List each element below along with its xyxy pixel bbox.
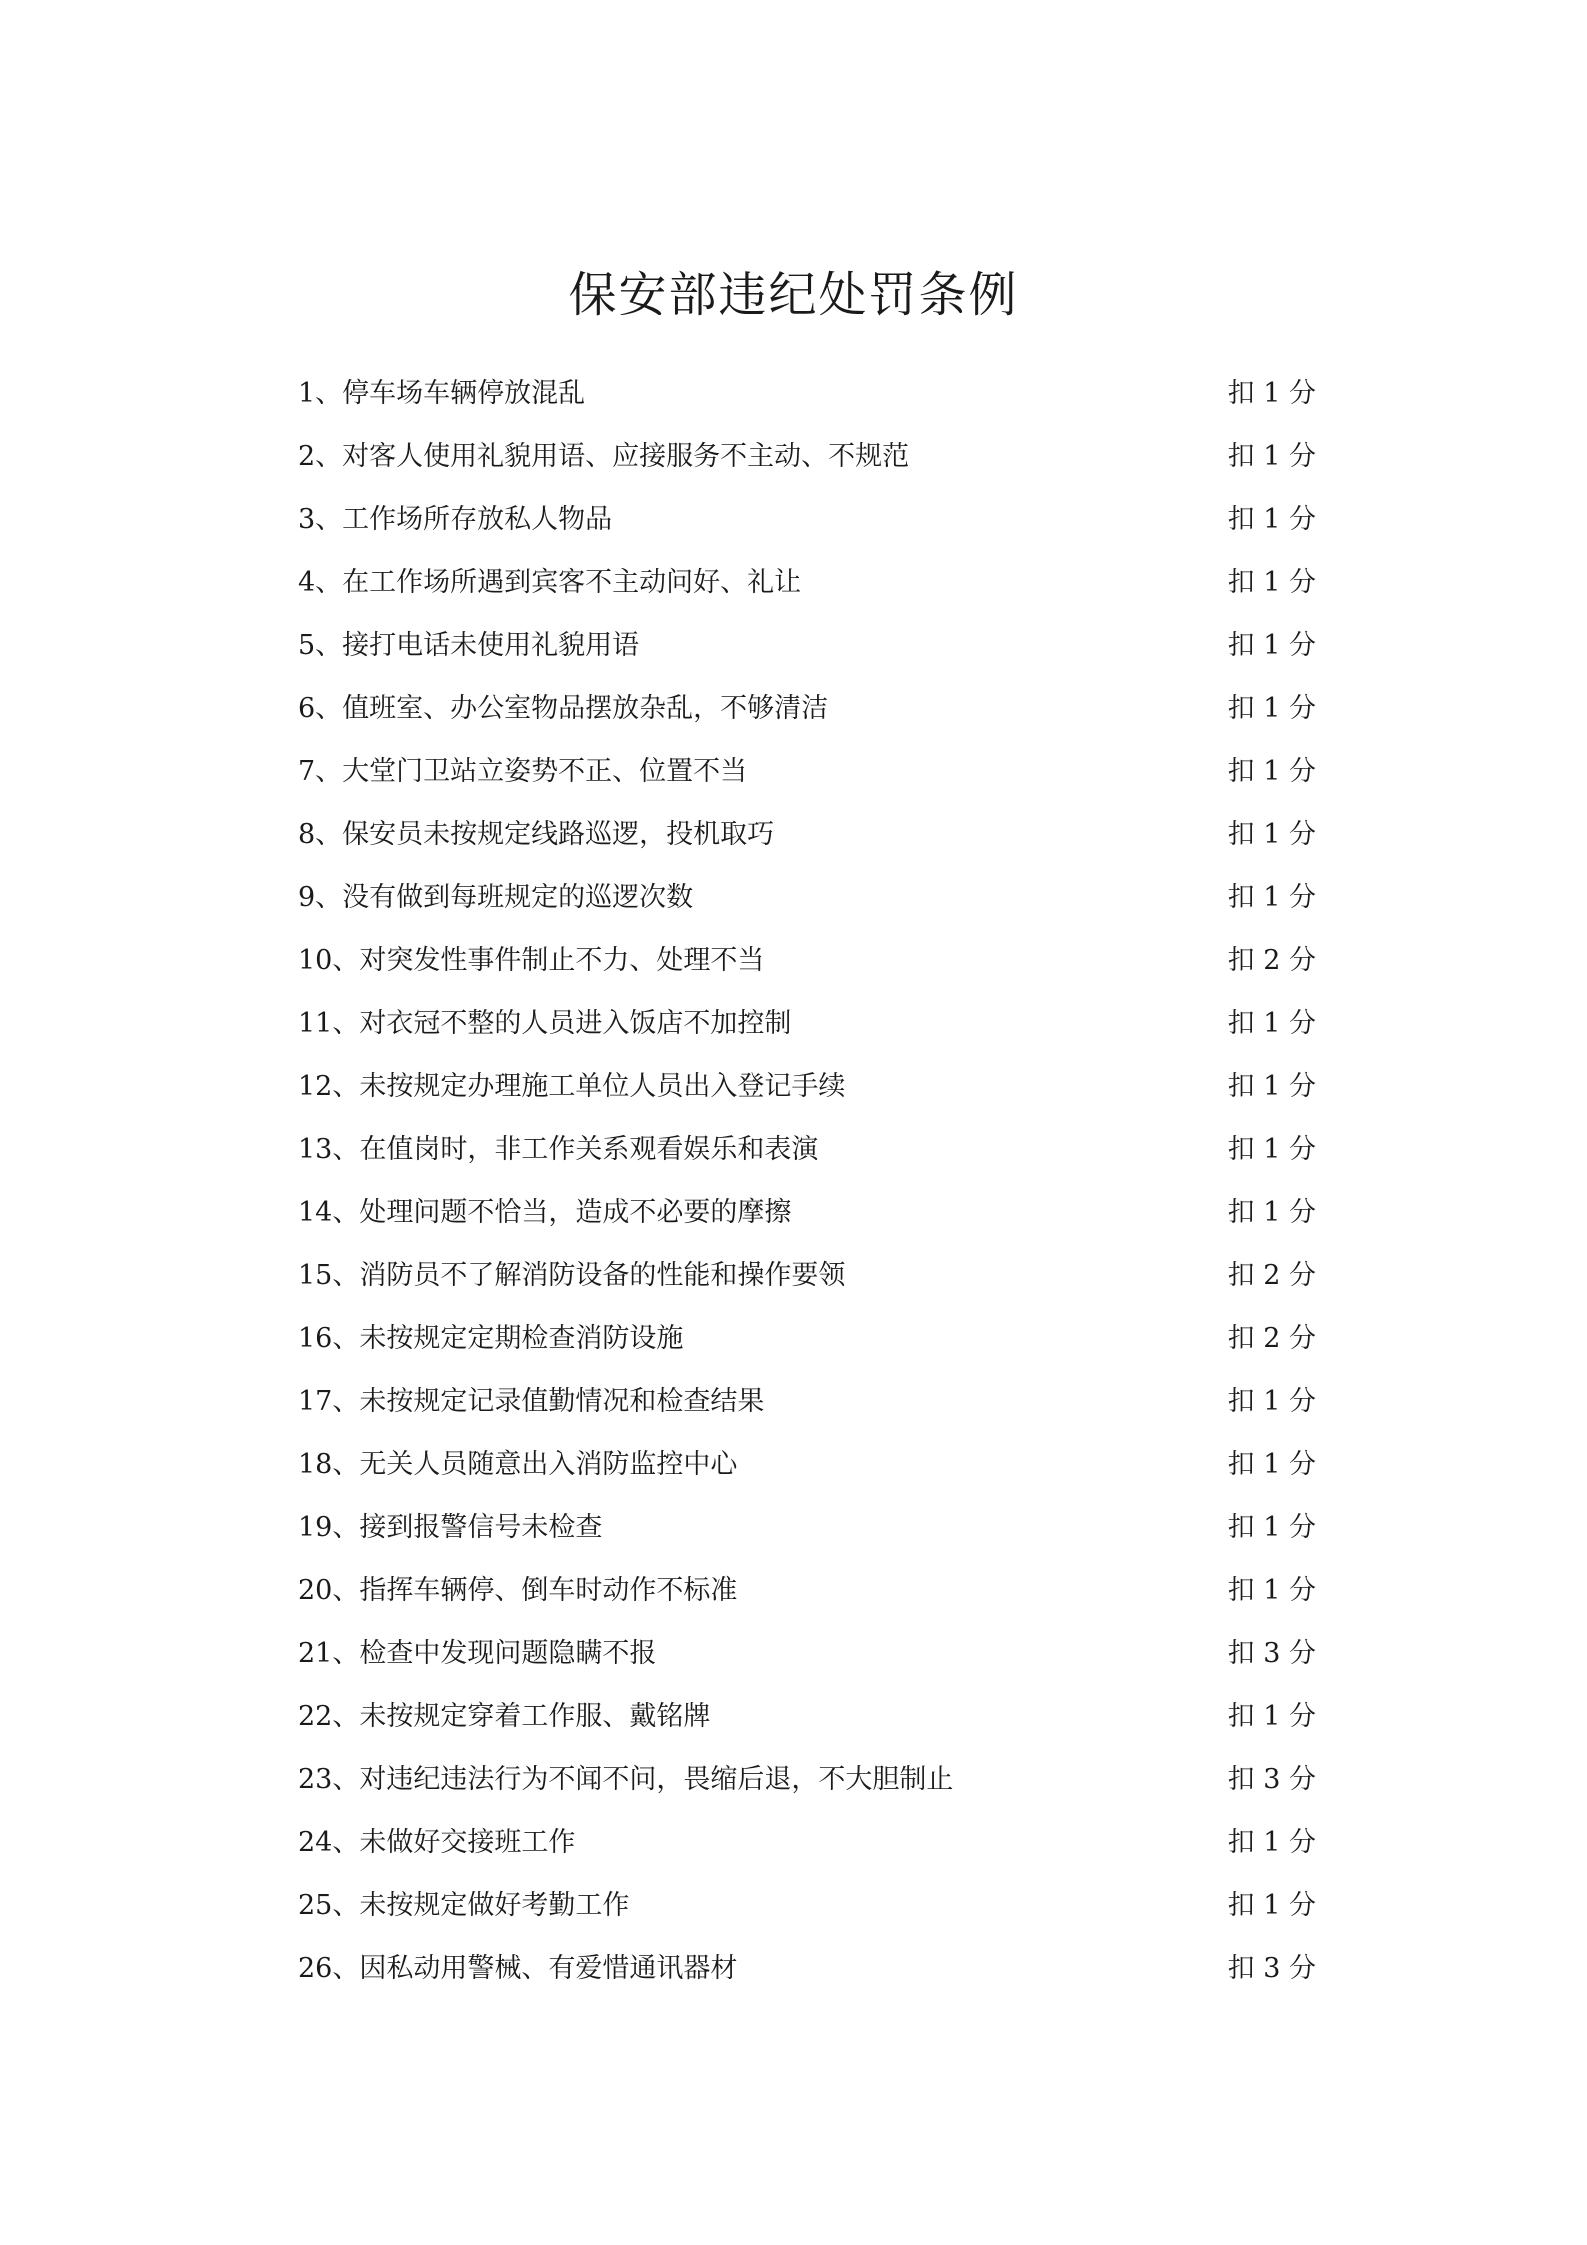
rule-penalty: 扣 1 分 xyxy=(1227,819,1316,850)
rule-row xyxy=(298,992,1316,1055)
rule-penalty: 扣 1 分 xyxy=(1227,1386,1316,1417)
rule-penalty: 扣 1 分 xyxy=(1227,630,1316,661)
rule-penalty: 扣 3 分 xyxy=(1227,1953,1316,1984)
rule-text: 1、停车场车辆停放混乱 xyxy=(298,378,586,409)
rule-row xyxy=(298,866,1316,929)
rule-penalty: 扣 1 分 xyxy=(1227,567,1316,598)
rule-row xyxy=(298,1622,1316,1685)
rule-text: 18、无关人员随意出入消防监控中心 xyxy=(298,1449,738,1480)
rule-text: 10、对突发性事件制止不力、处理不当 xyxy=(298,945,765,976)
rule-penalty: 扣 2 分 xyxy=(1227,1323,1316,1354)
rule-row xyxy=(298,1874,1316,1937)
document-title: 保安部违纪处罚条例 xyxy=(568,267,1019,323)
rule-penalty: 扣 1 分 xyxy=(1227,1008,1316,1039)
rule-penalty: 扣 3 分 xyxy=(1227,1638,1316,1669)
rule-penalty: 扣 2 分 xyxy=(1227,945,1316,976)
rule-penalty: 扣 1 分 xyxy=(1227,1134,1316,1165)
rule-text: 14、处理问题不恰当，造成不必要的摩擦 xyxy=(298,1197,792,1228)
rule-text: 19、接到报警信号未检查 xyxy=(298,1512,603,1543)
rule-penalty: 扣 1 分 xyxy=(1227,1071,1316,1102)
rule-text: 16、未按规定定期检查消防设施 xyxy=(298,1323,684,1354)
rule-penalty: 扣 2 分 xyxy=(1227,1260,1316,1291)
rule-penalty: 扣 1 分 xyxy=(1227,1701,1316,1732)
rule-row xyxy=(298,1118,1316,1181)
rule-text: 15、消防员不了解消防设备的性能和操作要领 xyxy=(298,1260,846,1291)
rule-text: 23、对违纪违法行为不闻不问，畏缩后退，不大胆制止 xyxy=(298,1764,954,1795)
rule-penalty: 扣 1 分 xyxy=(1227,1512,1316,1543)
rule-text: 21、检查中发现问题隐瞒不报 xyxy=(298,1638,657,1669)
rule-text: 4、在工作场所遇到宾客不主动问好、礼让 xyxy=(298,567,802,598)
rule-row xyxy=(298,425,1316,488)
rule-text: 2、对客人使用礼貌用语、应接服务不主动、不规范 xyxy=(298,441,910,472)
rule-penalty: 扣 3 分 xyxy=(1227,1764,1316,1795)
rule-row xyxy=(298,551,1316,614)
rule-row xyxy=(298,1496,1316,1559)
rule-text: 22、未按规定穿着工作服、戴铭牌 xyxy=(298,1701,711,1732)
rule-row xyxy=(298,1244,1316,1307)
rule-text: 5、接打电话未使用礼貌用语 xyxy=(298,630,640,661)
rule-penalty: 扣 1 分 xyxy=(1227,504,1316,535)
rule-row xyxy=(298,1748,1316,1811)
rule-text: 9、没有做到每班规定的巡逻次数 xyxy=(298,882,694,913)
rule-penalty: 扣 1 分 xyxy=(1227,1197,1316,1228)
rule-penalty: 扣 1 分 xyxy=(1227,1575,1316,1606)
rule-row xyxy=(298,362,1316,425)
rule-row xyxy=(298,1433,1316,1496)
rules-list xyxy=(298,362,1316,2000)
rule-penalty: 扣 1 分 xyxy=(1227,756,1316,787)
rule-text: 24、未做好交接班工作 xyxy=(298,1827,576,1858)
rule-row xyxy=(298,1181,1316,1244)
rule-penalty: 扣 1 分 xyxy=(1227,882,1316,913)
rule-text: 17、未按规定记录值勤情况和检查结果 xyxy=(298,1386,765,1417)
rule-row xyxy=(298,1370,1316,1433)
rule-row xyxy=(298,1307,1316,1370)
rule-row xyxy=(298,1559,1316,1622)
rule-penalty: 扣 1 分 xyxy=(1227,441,1316,472)
rule-text: 12、未按规定办理施工单位人员出入登记手续 xyxy=(298,1071,846,1102)
rule-penalty: 扣 1 分 xyxy=(1227,1449,1316,1480)
rule-row xyxy=(298,1685,1316,1748)
rule-text: 8、保安员未按规定线路巡逻，投机取巧 xyxy=(298,819,775,850)
rule-text: 11、对衣冠不整的人员进入饭店不加控制 xyxy=(298,1008,792,1039)
rule-text: 20、指挥车辆停、倒车时动作不标准 xyxy=(298,1575,738,1606)
rule-text: 25、未按规定做好考勤工作 xyxy=(298,1890,630,1921)
rule-row xyxy=(298,1937,1316,2000)
rule-row xyxy=(298,803,1316,866)
rule-text: 6、值班室、办公室物品摆放杂乱，不够清洁 xyxy=(298,693,829,724)
rule-row xyxy=(298,614,1316,677)
rule-row xyxy=(298,740,1316,803)
rule-penalty: 扣 1 分 xyxy=(1227,1890,1316,1921)
rule-text: 7、大堂门卫站立姿势不正、位置不当 xyxy=(298,756,748,787)
rule-penalty: 扣 1 分 xyxy=(1227,1827,1316,1858)
rule-row xyxy=(298,488,1316,551)
rule-text: 13、在值岗时，非工作关系观看娱乐和表演 xyxy=(298,1134,819,1165)
rule-row xyxy=(298,929,1316,992)
rule-row xyxy=(298,1811,1316,1874)
rule-text: 3、工作场所存放私人物品 xyxy=(298,504,613,535)
rule-text: 26、因私动用警械、有爱惜通讯器材 xyxy=(298,1953,738,1984)
rule-penalty: 扣 1 分 xyxy=(1227,378,1316,409)
rule-penalty: 扣 1 分 xyxy=(1227,693,1316,724)
rule-row xyxy=(298,677,1316,740)
rule-row xyxy=(298,1055,1316,1118)
